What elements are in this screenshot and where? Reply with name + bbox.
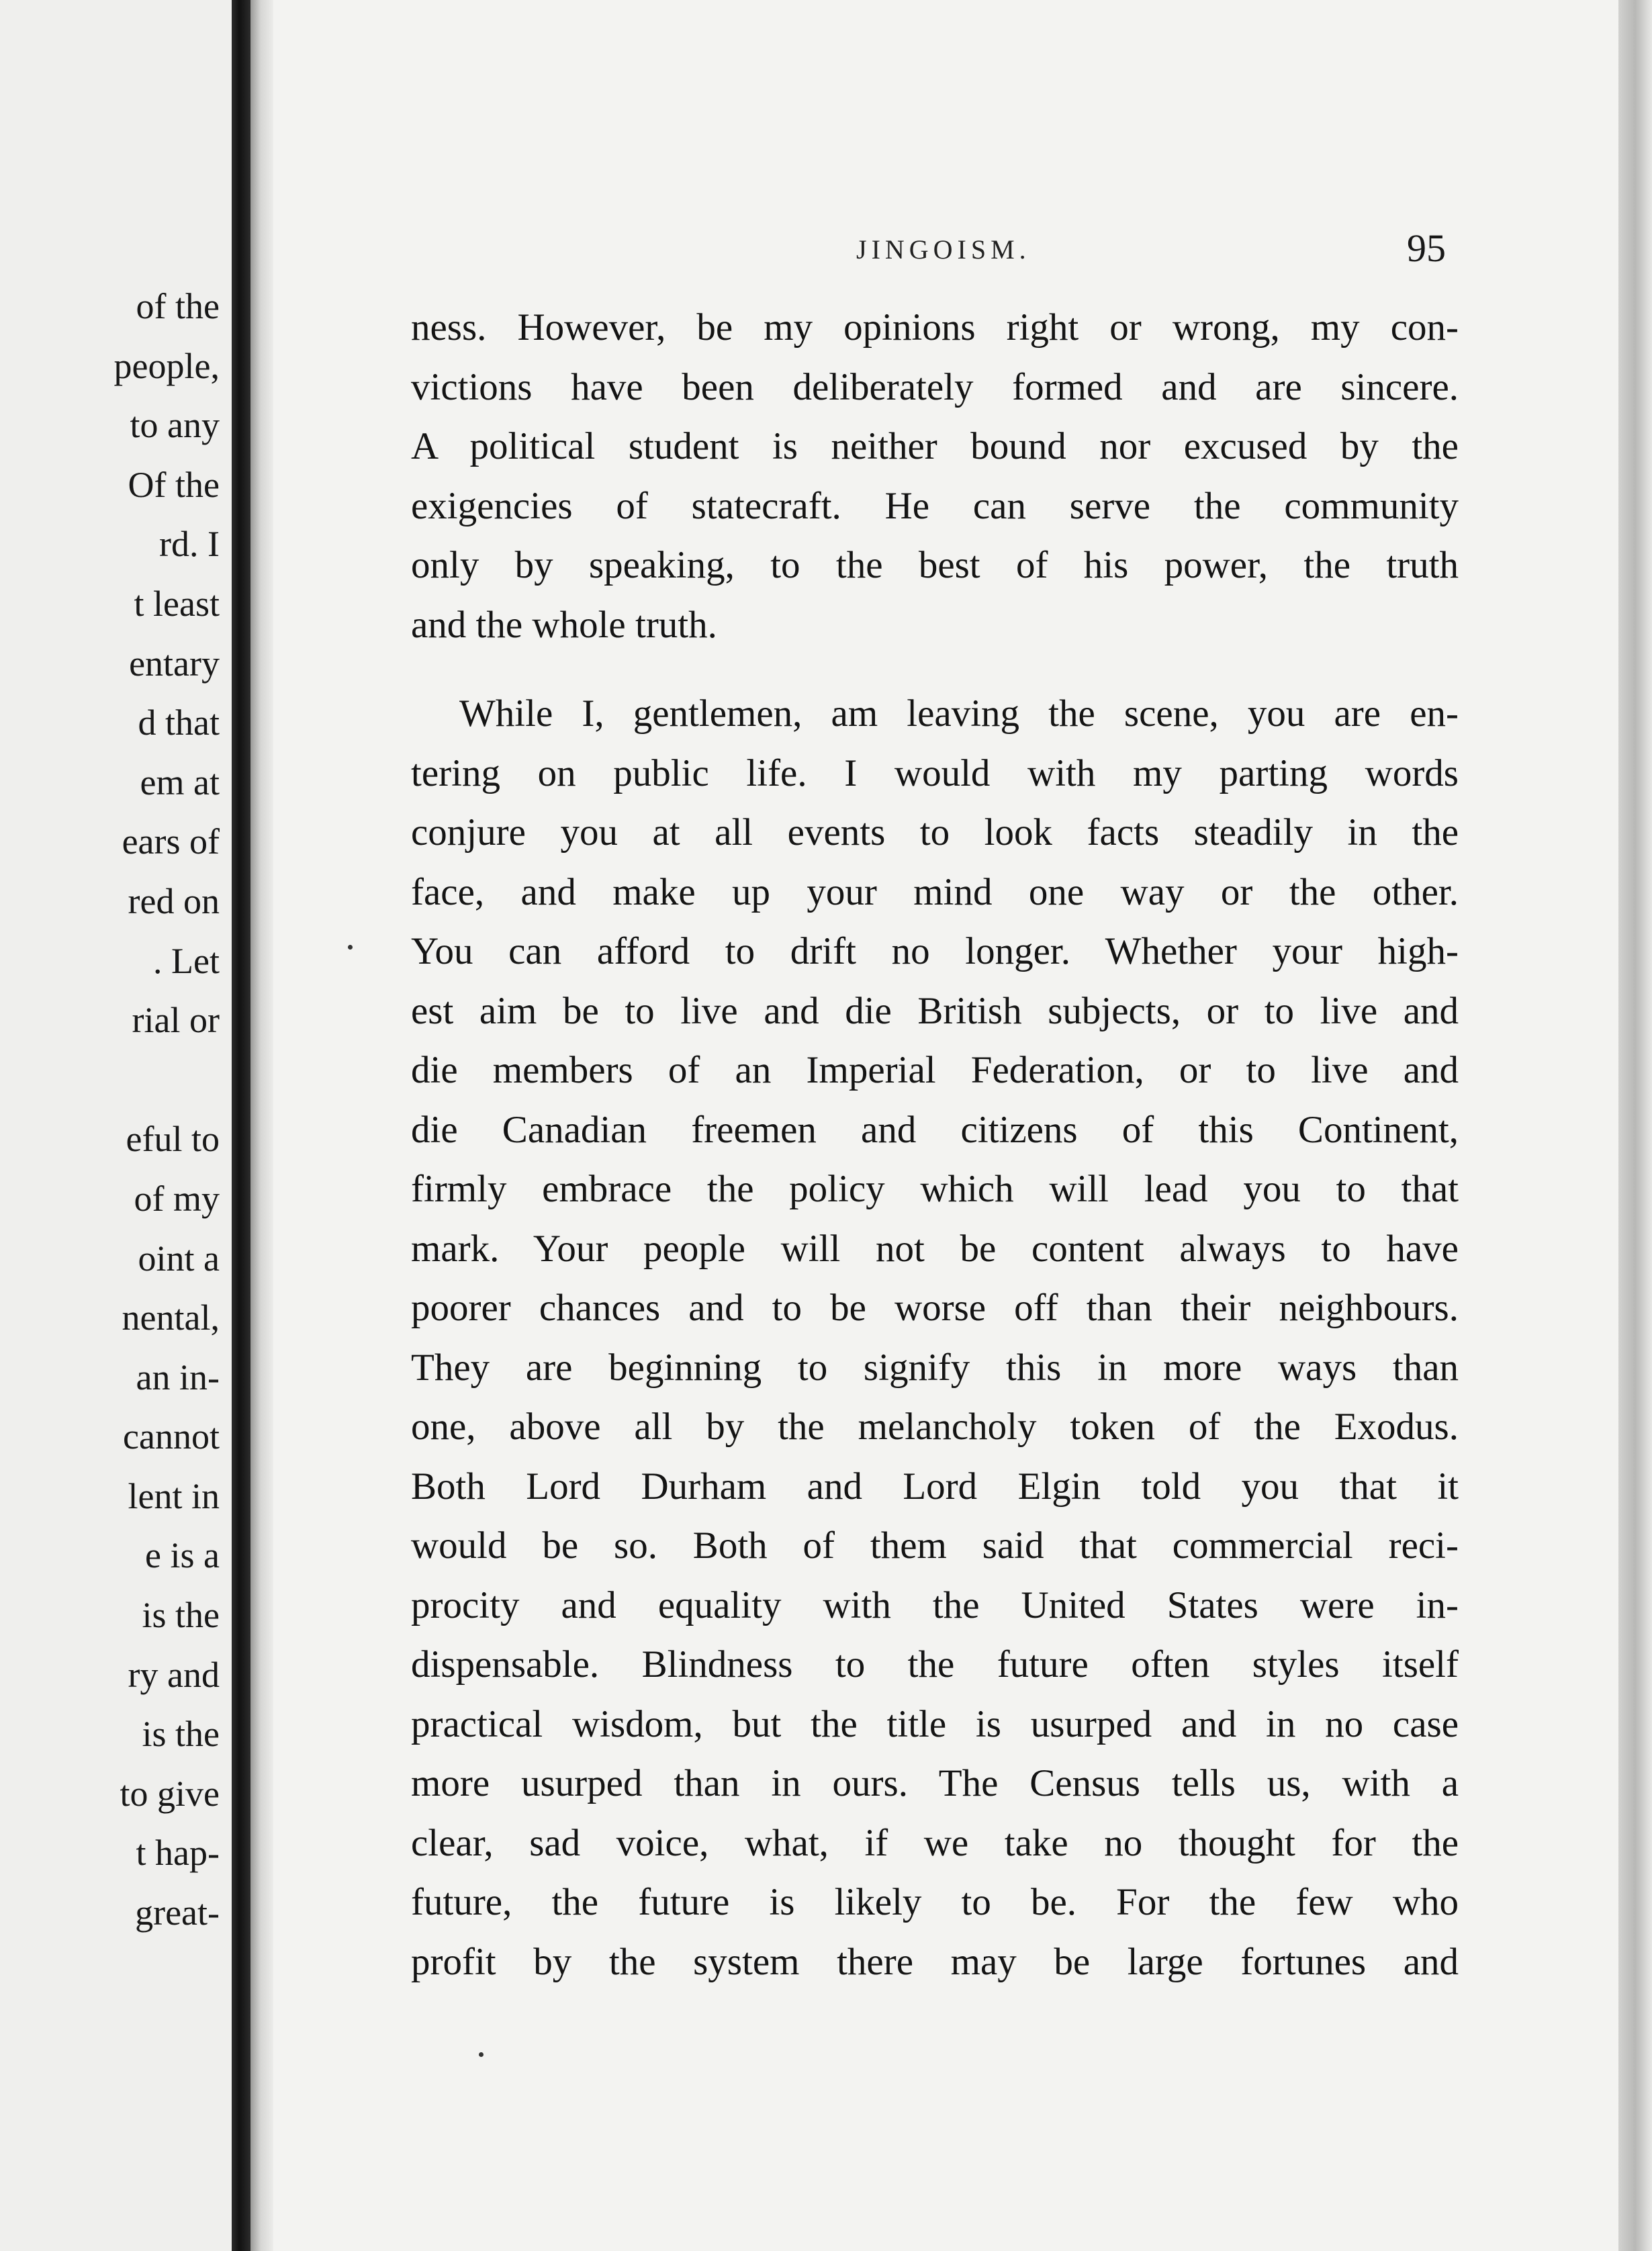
running-head: JINGOISM. bbox=[856, 234, 1031, 265]
paragraph-gap bbox=[411, 655, 1459, 684]
left-page-line: ry and bbox=[128, 1654, 220, 1695]
text-line: would be so. Both of them said that commercial reci- bbox=[411, 1524, 1459, 1567]
text-line: die Canadian freemen and citizens of this Continent, bbox=[411, 1108, 1459, 1151]
left-page-line: to any bbox=[130, 405, 220, 446]
left-page-line: t least bbox=[134, 583, 220, 624]
ink-speck bbox=[348, 945, 353, 950]
paragraph bbox=[411, 684, 1459, 1992]
left-page-line: red on bbox=[128, 880, 220, 921]
left-page-line: e is a bbox=[145, 1535, 220, 1576]
left-page-line: d that bbox=[138, 702, 220, 743]
text-line: face, and make up your mind one way or the other. bbox=[411, 870, 1459, 913]
left-page-line: people, bbox=[113, 345, 220, 386]
left-page-line: entary bbox=[129, 643, 220, 684]
text-line: profit by the system there may be large fortunes and bbox=[411, 1940, 1459, 1983]
text-line: clear, sad voice, what, if we take no thought for the bbox=[411, 1821, 1459, 1864]
left-page-line: rd. I bbox=[159, 524, 220, 565]
left-page-line: eful to bbox=[126, 1119, 220, 1160]
left-page-line: nental, bbox=[122, 1297, 220, 1338]
left-page-line: t hap- bbox=[136, 1833, 220, 1874]
left-page-blank-line bbox=[0, 1050, 220, 1110]
text-line: future, the future is likely to be. For the few who bbox=[411, 1881, 1459, 1923]
left-page-line: Of the bbox=[128, 464, 220, 505]
left-page-line: oint a bbox=[138, 1238, 220, 1279]
text-line: A political student is neither bound nor excused by the bbox=[411, 425, 1459, 467]
body-text bbox=[411, 298, 1459, 1992]
left-page-line: is the bbox=[142, 1595, 220, 1636]
text-line: They are beginning to signify this in more ways than bbox=[411, 1346, 1459, 1389]
left-page-line: an in- bbox=[136, 1357, 220, 1397]
left-page-line: of the bbox=[136, 286, 220, 326]
text-line: mark. Your people will not be content always to have bbox=[411, 1227, 1459, 1270]
left-facing-page bbox=[0, 0, 232, 2251]
left-page-line: cannot bbox=[123, 1416, 220, 1457]
text-line: dispensable. Blindness to the future often styles itself bbox=[411, 1643, 1459, 1686]
left-page-line: great- bbox=[135, 1892, 220, 1933]
text-line: one, above all by the melancholy token of the Exodus. bbox=[411, 1406, 1459, 1448]
left-page-line: . Let bbox=[153, 940, 220, 981]
text-line: only by speaking, to the best of his power, the truth bbox=[411, 544, 1459, 586]
text-line: die members of an Imperial Federation, or to live and bbox=[411, 1049, 1459, 1091]
paragraph bbox=[411, 298, 1459, 655]
book-gutter bbox=[232, 0, 250, 2251]
text-line: more usurped than in ours. The Census tells us, with a bbox=[411, 1762, 1459, 1804]
ink-speck bbox=[479, 2052, 484, 2057]
text-line: and the whole truth. bbox=[411, 603, 717, 646]
text-line: tering on public life. I would with my parting words bbox=[411, 751, 1459, 794]
text-line: poorer chances and to be worse off than their neighbours. bbox=[411, 1287, 1459, 1329]
text-line: est aim be to live and die British subjects, or to live and bbox=[411, 989, 1459, 1032]
text-line: You can afford to drift no longer. Whether your high- bbox=[411, 930, 1459, 972]
text-line: While I, gentlemen, am leaving the scene, you are en- bbox=[459, 692, 1459, 735]
text-line: Both Lord Durham and Lord Elgin told you that it bbox=[411, 1465, 1459, 1508]
text-line: ness. However, be my opinions right or wrong, my con- bbox=[411, 306, 1459, 349]
left-page-line: to give bbox=[120, 1773, 220, 1814]
left-page-line: rial or bbox=[132, 1000, 220, 1041]
left-page-line: em at bbox=[140, 762, 220, 802]
left-page-line: of my bbox=[134, 1178, 220, 1219]
page-number: 95 bbox=[1407, 226, 1446, 270]
left-page-line: is the bbox=[142, 1714, 220, 1755]
text-line: procity and equality with the United States were in- bbox=[411, 1583, 1459, 1626]
text-line: conjure you at all events to look facts steadily in the bbox=[411, 811, 1459, 854]
text-line: victions have been deliberately formed and are sincere. bbox=[411, 365, 1459, 408]
left-page-line: lent in bbox=[128, 1475, 220, 1516]
binding-edge bbox=[250, 0, 273, 2251]
page-edge bbox=[1618, 0, 1652, 2251]
left-page-line: ears of bbox=[122, 821, 220, 862]
left-page-text bbox=[0, 277, 220, 1943]
text-line: practical wisdom, but the title is usurped and in no case bbox=[411, 1702, 1459, 1745]
text-line: firmly embrace the policy which will lead you to that bbox=[411, 1168, 1459, 1210]
text-line: exigencies of statecraft. He can serve the community bbox=[411, 484, 1459, 527]
